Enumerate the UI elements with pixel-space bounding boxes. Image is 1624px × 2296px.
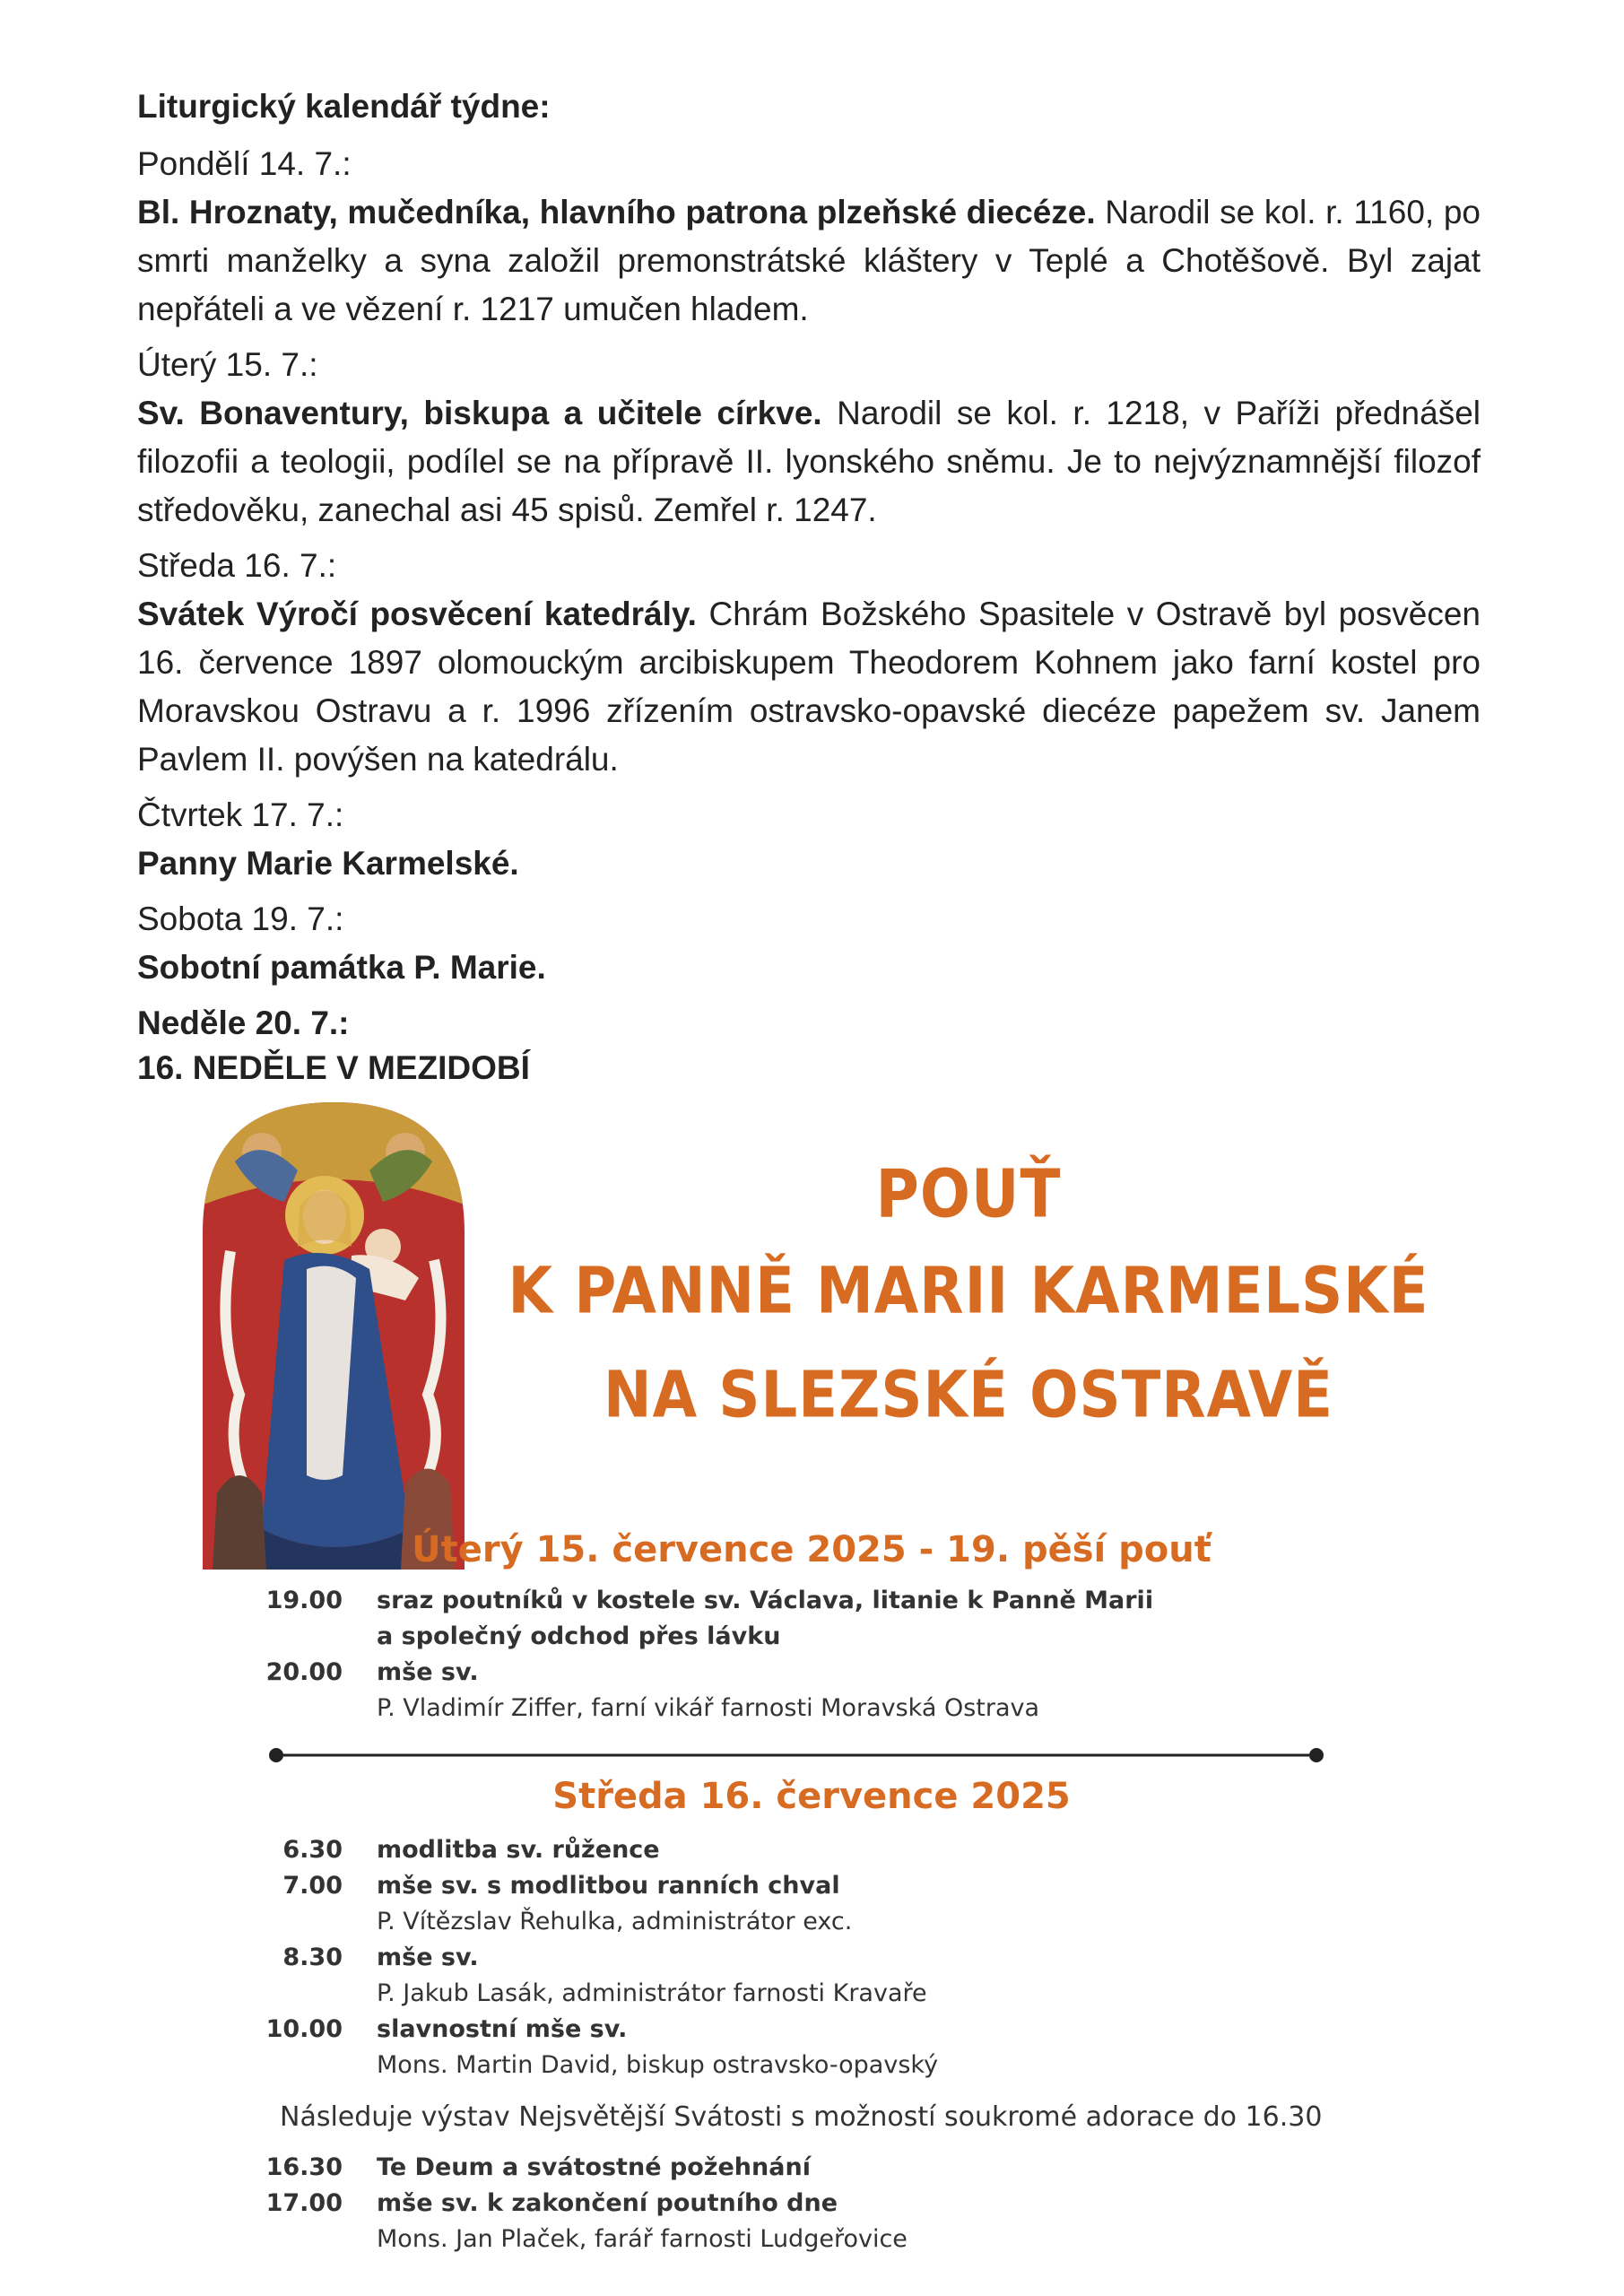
- schedule-item: [235, 1940, 938, 2012]
- poster-title-line2: K PANNĚ MARII KARMELSKÉ: [508, 1254, 1429, 1329]
- schedule-person: Mons. Martin David, biskup ostravsko-opavský: [377, 2051, 939, 2079]
- day2-heading: Středa 16. července 2025: [552, 1776, 1071, 1817]
- feast-title: Panny Marie Karmelské.: [137, 845, 519, 882]
- day-label: Pondělí 14. 7.:: [137, 145, 352, 182]
- feast-description: [137, 389, 1481, 535]
- schedule-time: 20.00: [265, 1658, 343, 1686]
- feast-title: Svátek Výročí posvěcení katedrály.: [137, 596, 697, 632]
- sunday-feast: 16. NEDĚLE V MEZIDOBÍ: [137, 1049, 530, 1086]
- schedule-person: P. Vítězslav Řehulka, administrátor exc.: [377, 1908, 853, 1935]
- schedule-time: 10.00: [265, 2015, 343, 2043]
- schedule-item: [235, 2150, 908, 2186]
- madonna-with-child-icon: [199, 1099, 468, 1570]
- schedule-person: Mons. Jan Plaček, farář farnosti Ludgeřovice: [377, 2225, 908, 2253]
- schedule-time: 16.30: [265, 2153, 343, 2181]
- day2-schedule: [235, 1832, 938, 2083]
- schedule-item: [235, 2012, 938, 2083]
- day-label: Sobota 19. 7.:: [137, 900, 344, 937]
- schedule-time: 8.30: [282, 1944, 343, 1971]
- day-label: Úterý 15. 7.:: [137, 346, 318, 383]
- schedule-activity: mše sv.: [377, 1658, 479, 1686]
- schedule-time: 17.00: [265, 2189, 343, 2217]
- feast-description: [137, 188, 1481, 334]
- schedule-activity: mše sv. s modlitbou ranních chval: [377, 1872, 840, 1900]
- adoration-note: Následuje výstav Nejsvětější Svátosti s možností soukromé adorace do 16.30: [280, 2101, 1323, 2133]
- schedule-activity-cont: a společný odchod přes lávku: [377, 1622, 781, 1650]
- schedule-person: P. Vladimír Ziffer, farní vikář farnosti Moravská Ostrava: [377, 1694, 1040, 1722]
- schedule-activity: Te Deum a svátostné požehnání: [377, 2153, 811, 2181]
- feast-description: [137, 839, 1481, 888]
- feast-text: Chrám Božského Spasitele v Ostravě byl posvěcen 16. července 1897 olomouckým arcibiskupem Theodorem Kohnem jako farní kostel pro Moravskou Ostravu a r. 1996 zřízením ostravsko-opavské diecéze papežem sv. Janem Pavlem II. povýšen na katedrálu.: [137, 596, 1481, 778]
- schedule-person: P. Jakub Lasák, administrátor farnosti Kravaře: [377, 1979, 927, 2007]
- feast-text: Narodil se kol. r. 1160, po smrti manželky a syna založil premonstrátské kláštery v Teplé a Chotěšově. Byl zajat nepřáteli a ve vězení r. 1217 umučen hladem.: [137, 194, 1481, 327]
- sunday-label: Neděle 20. 7.:: [137, 1004, 350, 1041]
- feast-text: Narodil se kol. r. 1218, v Paříži přednášel filozofii a teologii, podílel se na přípravě II. lyonského sněmu. Je to nejvýznamnější filozof středověku, zanechal asi 45 spisů. Zemřel r. 1247.: [137, 395, 1481, 528]
- schedule-item: [235, 1655, 1153, 1726]
- feast-description: [137, 590, 1481, 784]
- day1-schedule: [235, 1583, 1153, 1726]
- day1-heading: Úterý 15. července 2025 - 19. pěší pouť: [412, 1529, 1211, 1570]
- schedule-activity: slavnostní mše sv.: [377, 2015, 628, 2043]
- section-divider: [267, 1746, 1325, 1764]
- feast-title: Sv. Bonaventury, biskupa a učitele církve.: [137, 395, 822, 431]
- poster-title-line3: NA SLEZSKÉ OSTRAVĚ: [604, 1358, 1333, 1433]
- feast-description: [137, 944, 1481, 992]
- schedule-item: [235, 2186, 908, 2257]
- schedule-activity: modlitba sv. růžence: [377, 1836, 660, 1864]
- liturgical-calendar: [137, 83, 1481, 1092]
- schedule-item: [235, 1868, 938, 1940]
- pilgrimage-poster: [0, 1099, 1624, 2296]
- feast-title: Sobotní památka P. Marie.: [137, 949, 546, 986]
- day-label: Čtvrtek 17. 7.:: [137, 796, 344, 833]
- calendar-heading: Liturgický kalendář týdne:: [137, 88, 551, 125]
- schedule-item: [235, 1583, 1153, 1655]
- day-label: Středa 16. 7.:: [137, 547, 337, 584]
- schedule-activity: mše sv. k zakončení poutního dne: [377, 2189, 838, 2217]
- schedule-activity: sraz poutníků v kostele sv. Václava, litanie k Panně Marii: [377, 1587, 1154, 1614]
- schedule-activity: mše sv.: [377, 1944, 479, 1971]
- schedule-time: 7.00: [282, 1872, 343, 1900]
- schedule-time: 19.00: [265, 1587, 343, 1614]
- schedule-item: [235, 1832, 938, 1868]
- feast-title: Bl. Hroznaty, mučedníka, hlavního patrona plzeňské diecéze.: [137, 194, 1096, 230]
- poster-title-line1: POUŤ: [875, 1155, 1062, 1233]
- schedule-time: 6.30: [282, 1836, 343, 1864]
- day2-schedule-evening: [235, 2150, 908, 2257]
